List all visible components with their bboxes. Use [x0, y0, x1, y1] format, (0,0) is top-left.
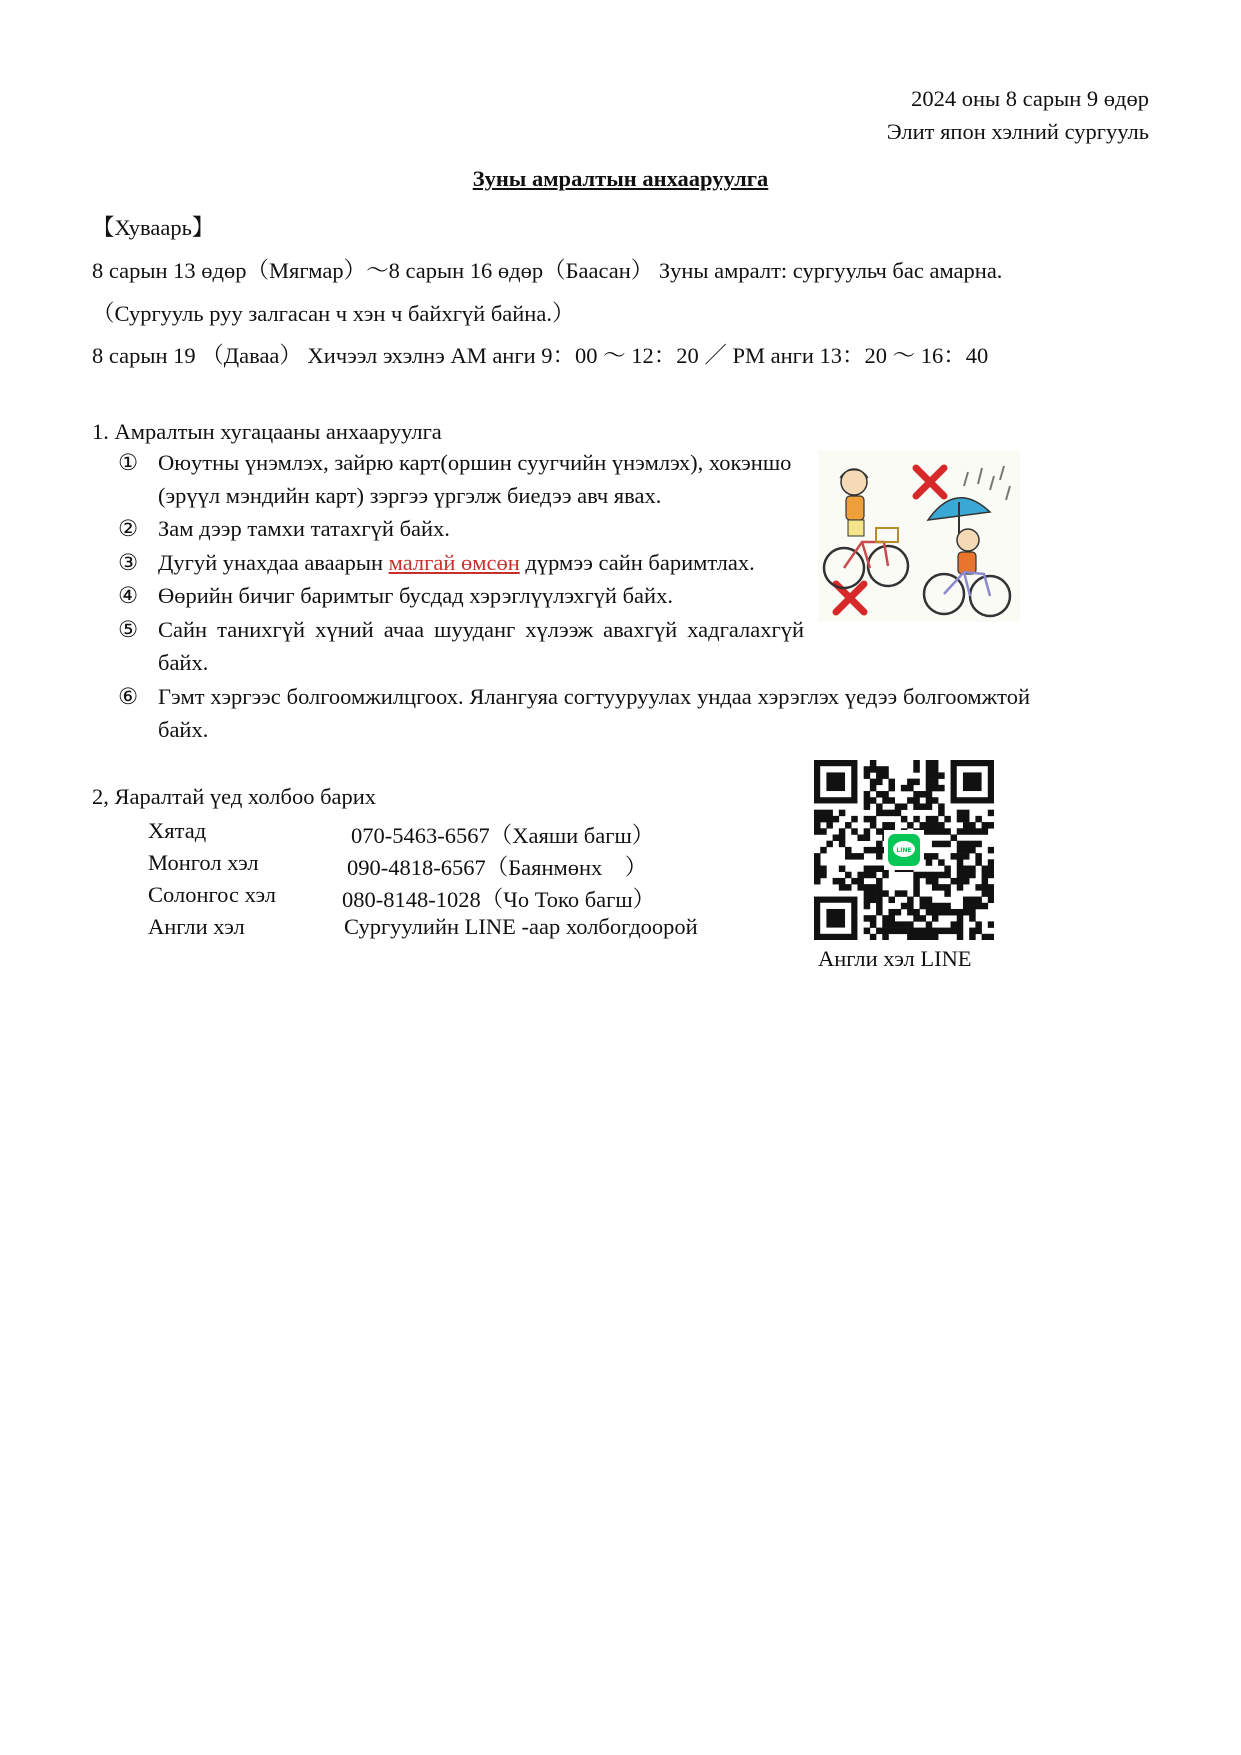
list-item-1-cont: (эрүүл мэндийн карт) зэргээ үргэлж биедээ авч явах.: [158, 483, 662, 508]
line-logo-text: LINE: [896, 847, 912, 854]
item-text: Оюутны үнэмлэх, зайрю карт(оршин суугчийн үнэмлэх), хокэншо: [158, 450, 792, 475]
qr-caption: Англи хэл LINE: [818, 946, 972, 971]
bicycle-safety-illustration-icon: [818, 450, 1020, 622]
contact-info-mongolian: 090-4818-6567（Баянмөнх ）: [347, 855, 648, 880]
contact-lang-mongolian: Монгол хэл: [148, 850, 259, 875]
item-number: ④: [118, 583, 139, 608]
list-item-5-cont: байх.: [158, 650, 209, 675]
item-text: Зам дээр тамхи татахгүй байх.: [158, 516, 450, 541]
line-qr-code-icon[interactable]: [814, 760, 994, 940]
list-item-6: [118, 684, 1030, 710]
item-number: ⑤: [118, 617, 139, 642]
contact-info-korean: 080-8148-1028（Чо Токо багш）: [342, 887, 656, 912]
contact-lang-korean: Солонгос хэл: [148, 882, 277, 907]
item-text: Өөрийн бичиг баримтыг бусдад хэрэглүүлэхгүй байх.: [158, 583, 673, 608]
list-item-4: [118, 583, 673, 609]
item-text: Гэмт хэргээс болгоомжилцгоох. Ялангуяа согтууруулах ундаа хэрэглэх үедээ болгоомжтой: [158, 684, 1030, 709]
section2-heading: 2, Яаралтай үед холбоо барих: [92, 784, 377, 809]
contact-info-chinese: 070-5463-6567（Хаяши багш）: [351, 823, 655, 848]
list-item-2: [118, 516, 450, 542]
contact-info-english: Сургуулийн LINE -аар холбогдоорой: [344, 914, 698, 939]
item-text-pre: Дугуй унахдаа аваарын: [158, 550, 389, 575]
schedule-line-3: 8 сарын 19 （Даваа） Хичээл эхэлнэ AM анги 9：00 ～ 12：20 ／ PM анги 13：20 ～ 16：40: [92, 343, 989, 368]
item-number: ②: [118, 516, 139, 541]
schedule-heading: 【Хуваарь】: [92, 215, 215, 240]
list-item-3: [118, 550, 755, 576]
list-item-6-cont: байх.: [158, 717, 209, 742]
item-text-post: дүрмээ сайн баримтлах.: [519, 550, 755, 575]
list-item-5: [118, 617, 804, 643]
helmet-highlight-link[interactable]: малгай өмсөн: [388, 550, 520, 575]
schedule-line-1: 8 сарын 13 өдөр（Мягмар）～8 сарын 16 өдөр（Баасан） Зуны амралт: сургуульч бас амарна.: [92, 258, 1003, 283]
item-number: ①: [118, 450, 139, 475]
section1-heading: 1. Амралтын хугацааны анхааруулга: [92, 419, 442, 444]
school-name: Элит япон хэлний сургууль: [886, 119, 1149, 144]
item-text: Сайн танихгүй хүний ачаа шууданг хүлээж авахгүй хадгалахгүй: [158, 617, 804, 642]
list-item-1: [118, 450, 791, 476]
item-number: ⑥: [118, 684, 139, 709]
item-number: ③: [118, 550, 139, 575]
document-date: 2024 оны 8 сарын 9 өдөр: [911, 86, 1149, 111]
contact-lang-english: Англи хэл: [148, 914, 245, 939]
contact-lang-chinese: Хятад: [148, 818, 207, 843]
page-title: Зуны амралтын анхааруулга: [472, 166, 769, 191]
schedule-line-2: （Сургууль руу залгасан ч хэн ч байхгүй байна.）: [92, 301, 575, 326]
